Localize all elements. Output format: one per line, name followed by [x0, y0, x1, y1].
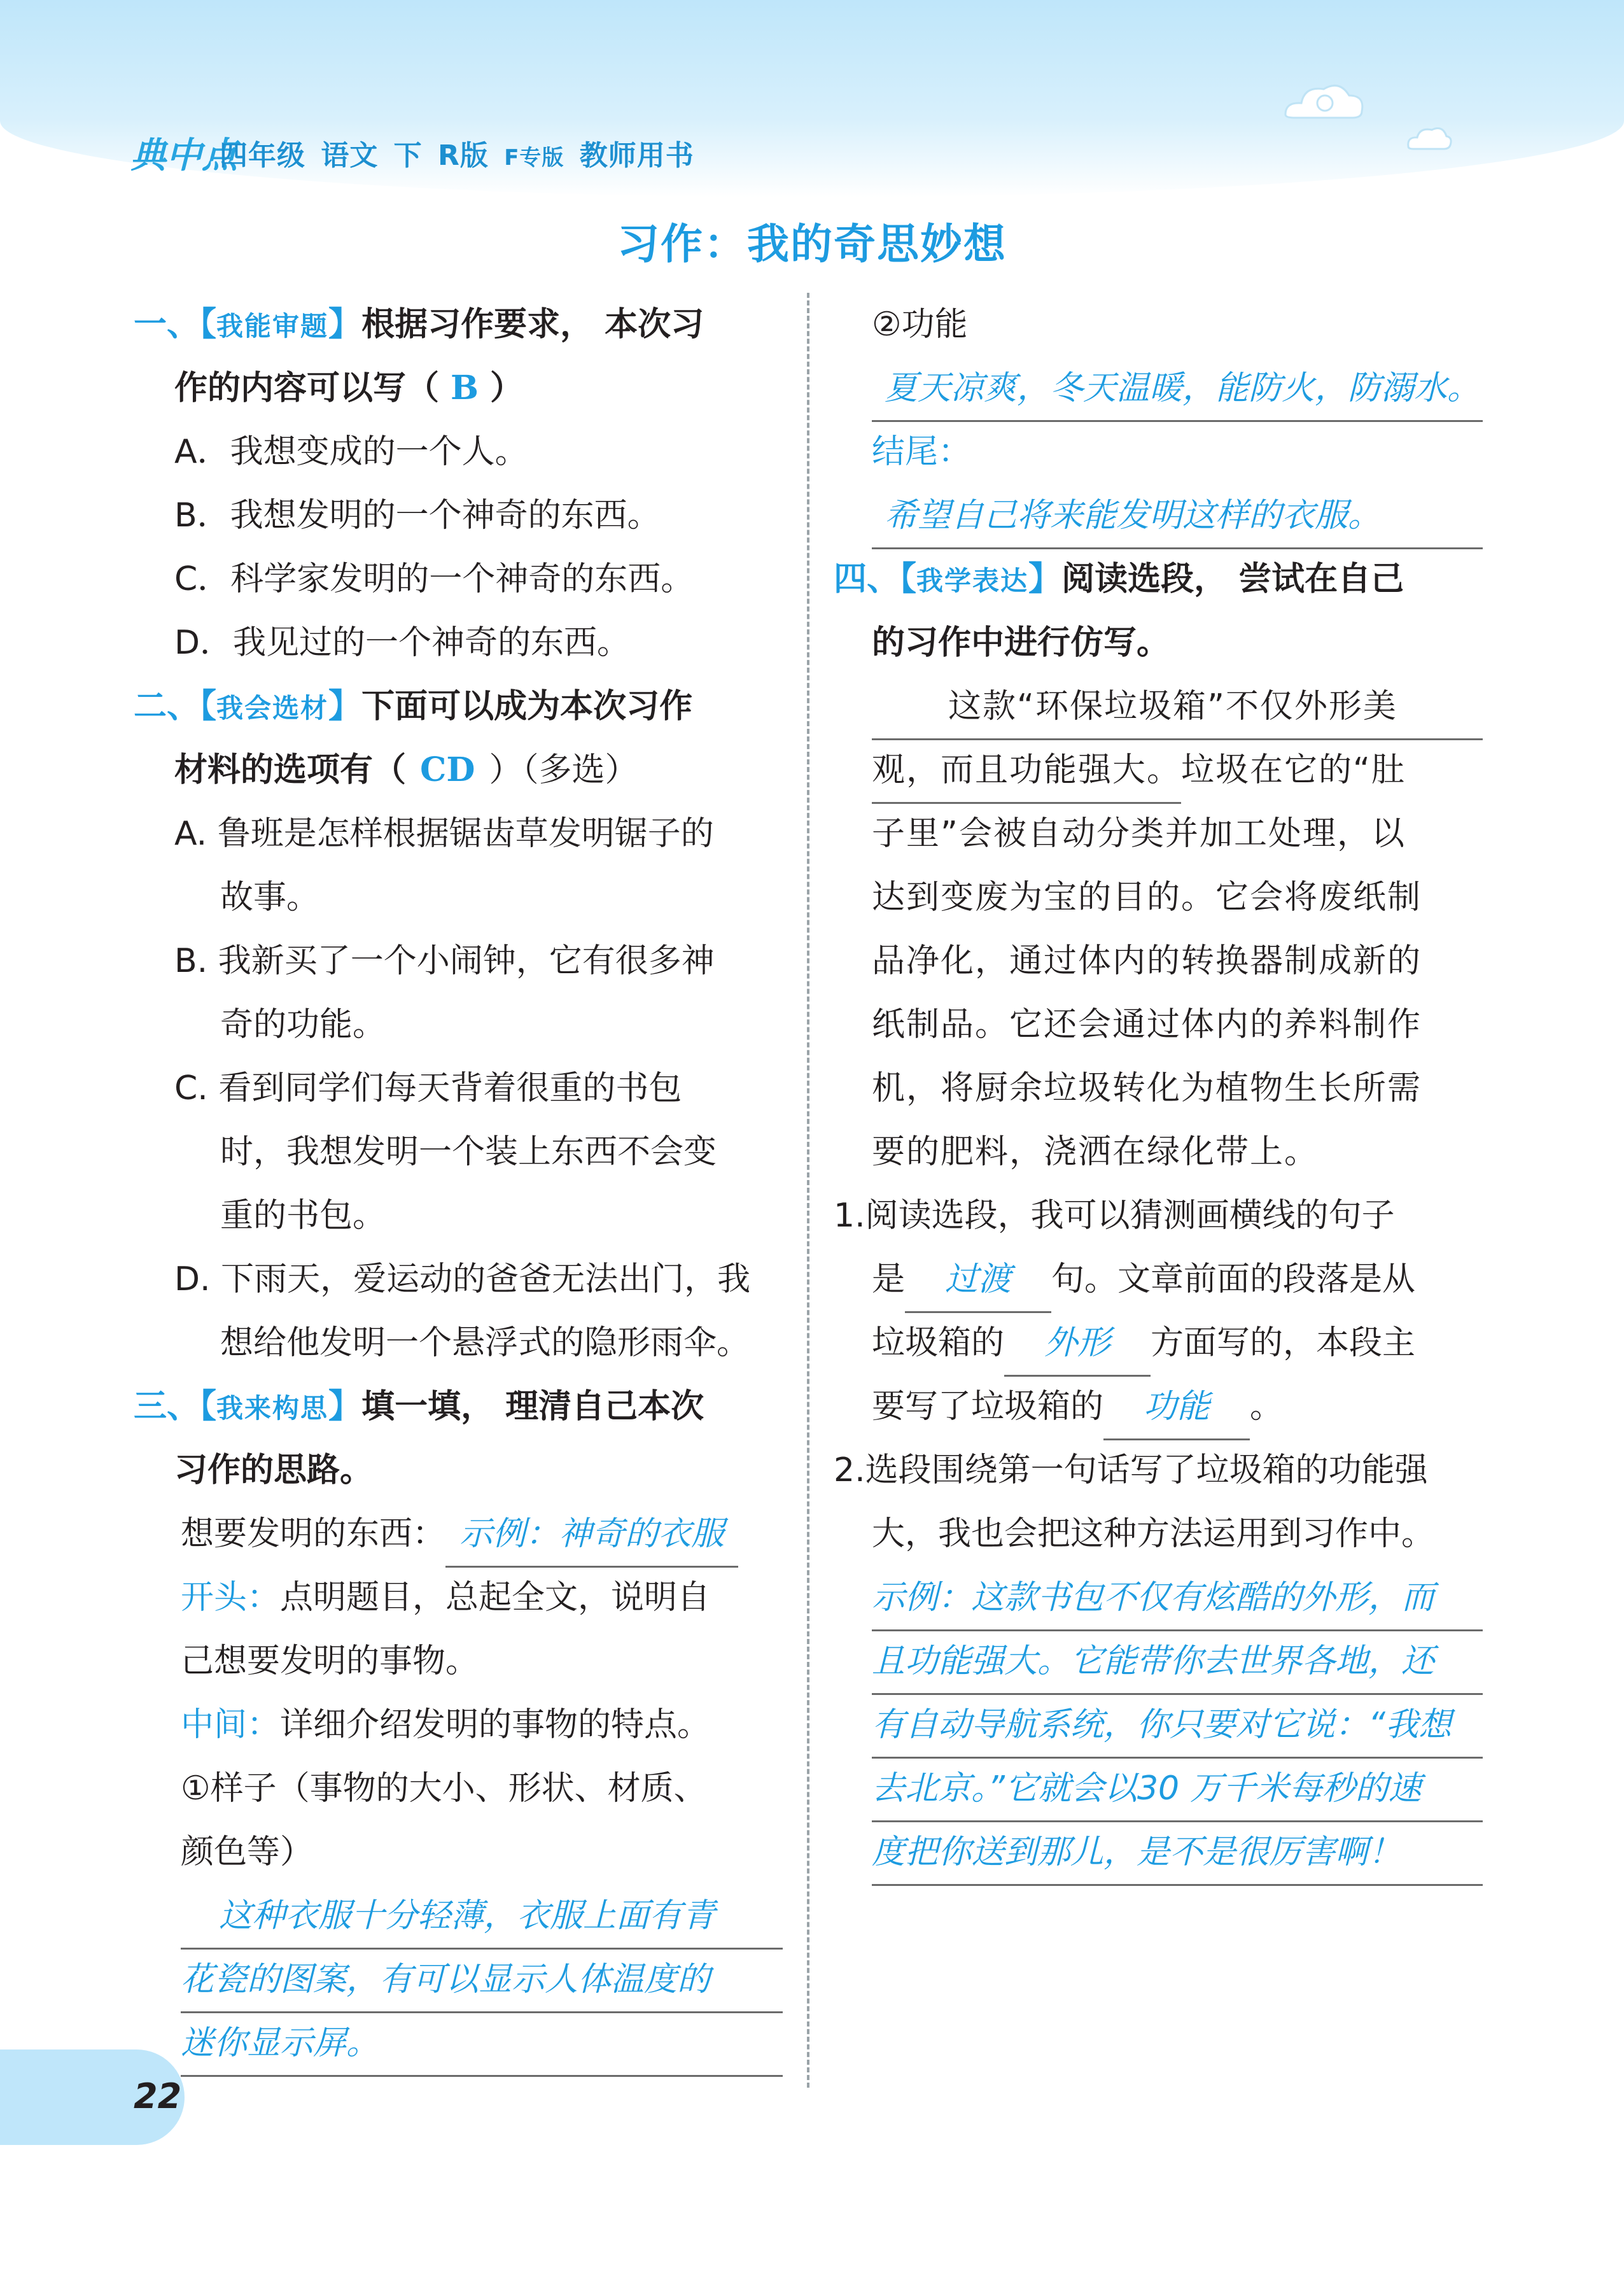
s2-answer-4: 去北京。”它就会以30 万千米每秒的速: [872, 1757, 1483, 1822]
q3-item1-answer-1: 这种衣服十分轻薄，衣服上面有青: [181, 1884, 783, 1950]
passage-line6: 纸制品。它还会通过体内的养料制作: [872, 1006, 1422, 1044]
s1-answer-d: 功能: [1103, 1375, 1250, 1440]
s1-text-b2: 句。文章前面的段落是从: [1051, 1260, 1416, 1298]
header-edition: R版: [437, 139, 489, 172]
ending-answer-row: [834, 484, 1483, 547]
q2-text-a: 下面可以成为本次习作: [361, 687, 693, 726]
passage-line5: 品净化，通过体内的转换器制成新的: [872, 942, 1422, 980]
q3-item1-answer-line3: [134, 2011, 783, 2075]
q4-heading: [834, 547, 1483, 611]
q1-option-a: A．我想变成的一个人。: [174, 433, 528, 471]
s1-line2: [834, 1248, 1483, 1311]
header-subject: 语文: [321, 139, 379, 172]
q3-item1-answer-3: 迷你显示屏。: [181, 2011, 783, 2077]
q4-tag: 【我学表达】: [900, 560, 1062, 598]
q2-answer: CD: [420, 750, 475, 789]
s2-number: 2.: [834, 1451, 865, 1489]
q4-text-a: 阅读选段， 尝试在自己: [1061, 560, 1404, 598]
q2-option-a-line1: A. 鲁班是怎样根据锯齿草发明锯子的: [174, 815, 714, 853]
s1-text-d2: 。: [1250, 1388, 1284, 1426]
item2-answer: 夏天凉爽，冬天温暖，能防火，防溺水。: [872, 356, 1483, 422]
q2-option-c-line3: 重的书包。: [220, 1197, 386, 1235]
q2-option-a-line2: 故事。: [220, 878, 320, 917]
s2-text-b: 大，我也会把这种方法运用到习作中。: [872, 1515, 1435, 1553]
q3-text-b: 习作的思路。: [174, 1451, 374, 1489]
q3-invent-label: 想要发明的东西：: [181, 1515, 446, 1553]
passage-line3: 子里”会被自动分类并加工处理，以: [872, 815, 1406, 853]
passage-text-3: 垃圾在它的“肚: [1181, 751, 1406, 789]
s2-line1: [834, 1438, 1483, 1502]
passage-line4: 达到变废为宝的目的。它会将废纸制: [872, 878, 1422, 917]
s2-answer-line1: [834, 1566, 1483, 1629]
q1-answer: B: [451, 369, 479, 407]
passage-text-1: 这款“环保垃圾箱”不仅外形美: [872, 675, 1483, 740]
q4-number: 四、: [834, 560, 900, 598]
ending-label: 结尾：: [872, 433, 972, 471]
s2-text-a: 选段围绕第一句话写了垃圾箱的功能强: [865, 1451, 1428, 1489]
s2-answer-line5: [834, 1820, 1483, 1884]
passage-line7: 机，将厨余垃圾转化为植物生长所需: [872, 1069, 1422, 1107]
q3-opening-text-b: 己想要发明的事物。: [181, 1642, 479, 1680]
header-book-type: 教师用书: [579, 139, 694, 172]
q2-option-d-line1: D. 下雨天，爱运动的爸爸无法出门，我: [174, 1260, 751, 1298]
s2-answer-2: 且功能强大。它能带你去世界各地，还: [872, 1629, 1483, 1695]
item2-label: ②功能: [872, 306, 968, 344]
column-divider: [807, 293, 809, 2088]
q3-opening-text-a: 点明题目，总起全文，说明自: [280, 1578, 711, 1617]
q3-opening-row: [134, 1566, 783, 1629]
s1-answer-b: 过渡: [905, 1248, 1051, 1313]
s1-line4: [834, 1375, 1483, 1438]
q1-option-c: C．科学家发明的一个神奇的东西。: [174, 560, 694, 598]
q1-tag: 【我能审题】: [200, 306, 362, 344]
q3-opening-label: 开头：: [181, 1578, 281, 1617]
q2-option-d-line2: 想给他发明一个悬浮式的隐形雨伞。: [220, 1324, 750, 1362]
q2-heading: [134, 675, 783, 738]
page-number: 22: [134, 2076, 182, 2116]
s1-text-d1: 要写了垃圾箱的: [872, 1388, 1104, 1426]
q1-heading-cont: [134, 356, 783, 420]
passage-text-2: 观，而且功能强大。: [872, 738, 1181, 804]
q1-text-b: 作的内容可以写（: [174, 369, 440, 407]
s2-answer-3: 有自动导航系统，你只要对它说：“我想: [872, 1693, 1483, 1759]
item2-answer-row: [834, 356, 1483, 420]
s1-text-c1: 垃圾箱的: [872, 1324, 1005, 1362]
q3-number: 三、: [134, 1388, 200, 1426]
q1-heading: [134, 293, 783, 356]
header-term: 下: [393, 139, 423, 172]
q2-option-b-line1: B. 我新买了一个小闹钟，它有很多神: [174, 942, 715, 980]
passage-line8: 要的肥料，浇洒在绿化带上。: [872, 1133, 1319, 1171]
q2-tag-text: 我会选材: [216, 693, 329, 724]
s1-text-c2: 方面写的，本段主: [1151, 1324, 1416, 1362]
q3-heading: [134, 1375, 783, 1438]
q1-text-c: ）: [489, 369, 523, 407]
q2-text-b: 材料的选项有（: [174, 751, 407, 789]
s1-text-a: 阅读选段，我可以猜测画横线的句子: [865, 1197, 1395, 1235]
cloud-decoration: [1279, 76, 1368, 127]
s2-answer-1: 示例：这款书包不仅有炫酷的外形，而: [872, 1566, 1483, 1631]
q3-item1-text-b: 颜色等）: [181, 1833, 314, 1871]
q1-option-d: D．我见过的一个神奇的东西。: [174, 624, 631, 662]
s2-answer-line2: [834, 1629, 1483, 1693]
q3-tag: 【我来构思】: [200, 1388, 362, 1426]
page-title: 习作：我的奇思妙想: [617, 220, 1007, 269]
cloud-decoration-small: [1403, 121, 1454, 153]
header-book-info: [220, 132, 699, 173]
s2-answer-5: 度把你送到那儿，是不是很厉害啊！: [872, 1820, 1483, 1886]
s2-answer-line4: [834, 1757, 1483, 1820]
q1-tag-text: 我能审题: [216, 311, 329, 342]
passage-line2: [834, 738, 1483, 802]
header-special: F专版: [504, 145, 564, 171]
q3-item1-answer-line1: [134, 1884, 783, 1948]
q1-option-b: B．我想发明的一个神奇的东西。: [174, 496, 661, 535]
brand-logo: 典中点: [130, 135, 237, 176]
q4-tag-text: 我学表达: [916, 565, 1029, 596]
q4-text-b: 的习作中进行仿写。: [872, 624, 1170, 662]
q2-tag: 【我会选材】: [200, 687, 362, 726]
q1-number: 一、: [134, 306, 200, 344]
q2-option-c-line1: C. 看到同学们每天背着很重的书包: [174, 1069, 682, 1107]
passage-line1: [834, 675, 1483, 738]
q3-item1-answer-line2: [134, 1948, 783, 2011]
q3-text-a: 填一填， 理清自己本次: [361, 1388, 704, 1426]
q3-tag-text: 我来构思: [216, 1393, 329, 1424]
q3-invent-answer: 示例：神奇的衣服: [445, 1502, 738, 1568]
q3-middle-row: [134, 1693, 783, 1757]
s1-line3: [834, 1311, 1483, 1375]
q3-item1-text-a: ①样子（事物的大小、形状、材质、: [181, 1769, 707, 1808]
s1-text-b1: 是: [872, 1260, 906, 1298]
q2-heading-cont: [134, 738, 783, 802]
q3-middle-label: 中间：: [181, 1706, 281, 1744]
q3-middle-text: 详细介绍发明的事物的特点。: [280, 1706, 711, 1744]
s1-line1: [834, 1184, 1483, 1248]
q2-option-b-line2: 奇的功能。: [220, 1006, 386, 1044]
q2-text-c: ）（多选）: [489, 751, 638, 789]
q3-invent-row: [134, 1502, 783, 1566]
s1-answer-c: 外形: [1004, 1311, 1151, 1377]
q3-item1-answer-2: 花瓷的图案，有可以显示人体温度的: [181, 1948, 783, 2013]
s1-number: 1.: [834, 1197, 865, 1235]
left-column: [134, 293, 783, 2075]
ending-answer: 希望自己将来能发明这样的衣服。: [872, 484, 1483, 549]
s2-answer-line3: [834, 1693, 1483, 1757]
right-column: [834, 293, 1483, 1884]
q1-text-a: 根据习作要求， 本次习: [361, 306, 704, 344]
q2-number: 二、: [134, 687, 200, 726]
q2-option-c-line2: 时，我想发明一个装上东西不会变: [220, 1133, 717, 1171]
header-grade: 四年级: [220, 139, 305, 172]
